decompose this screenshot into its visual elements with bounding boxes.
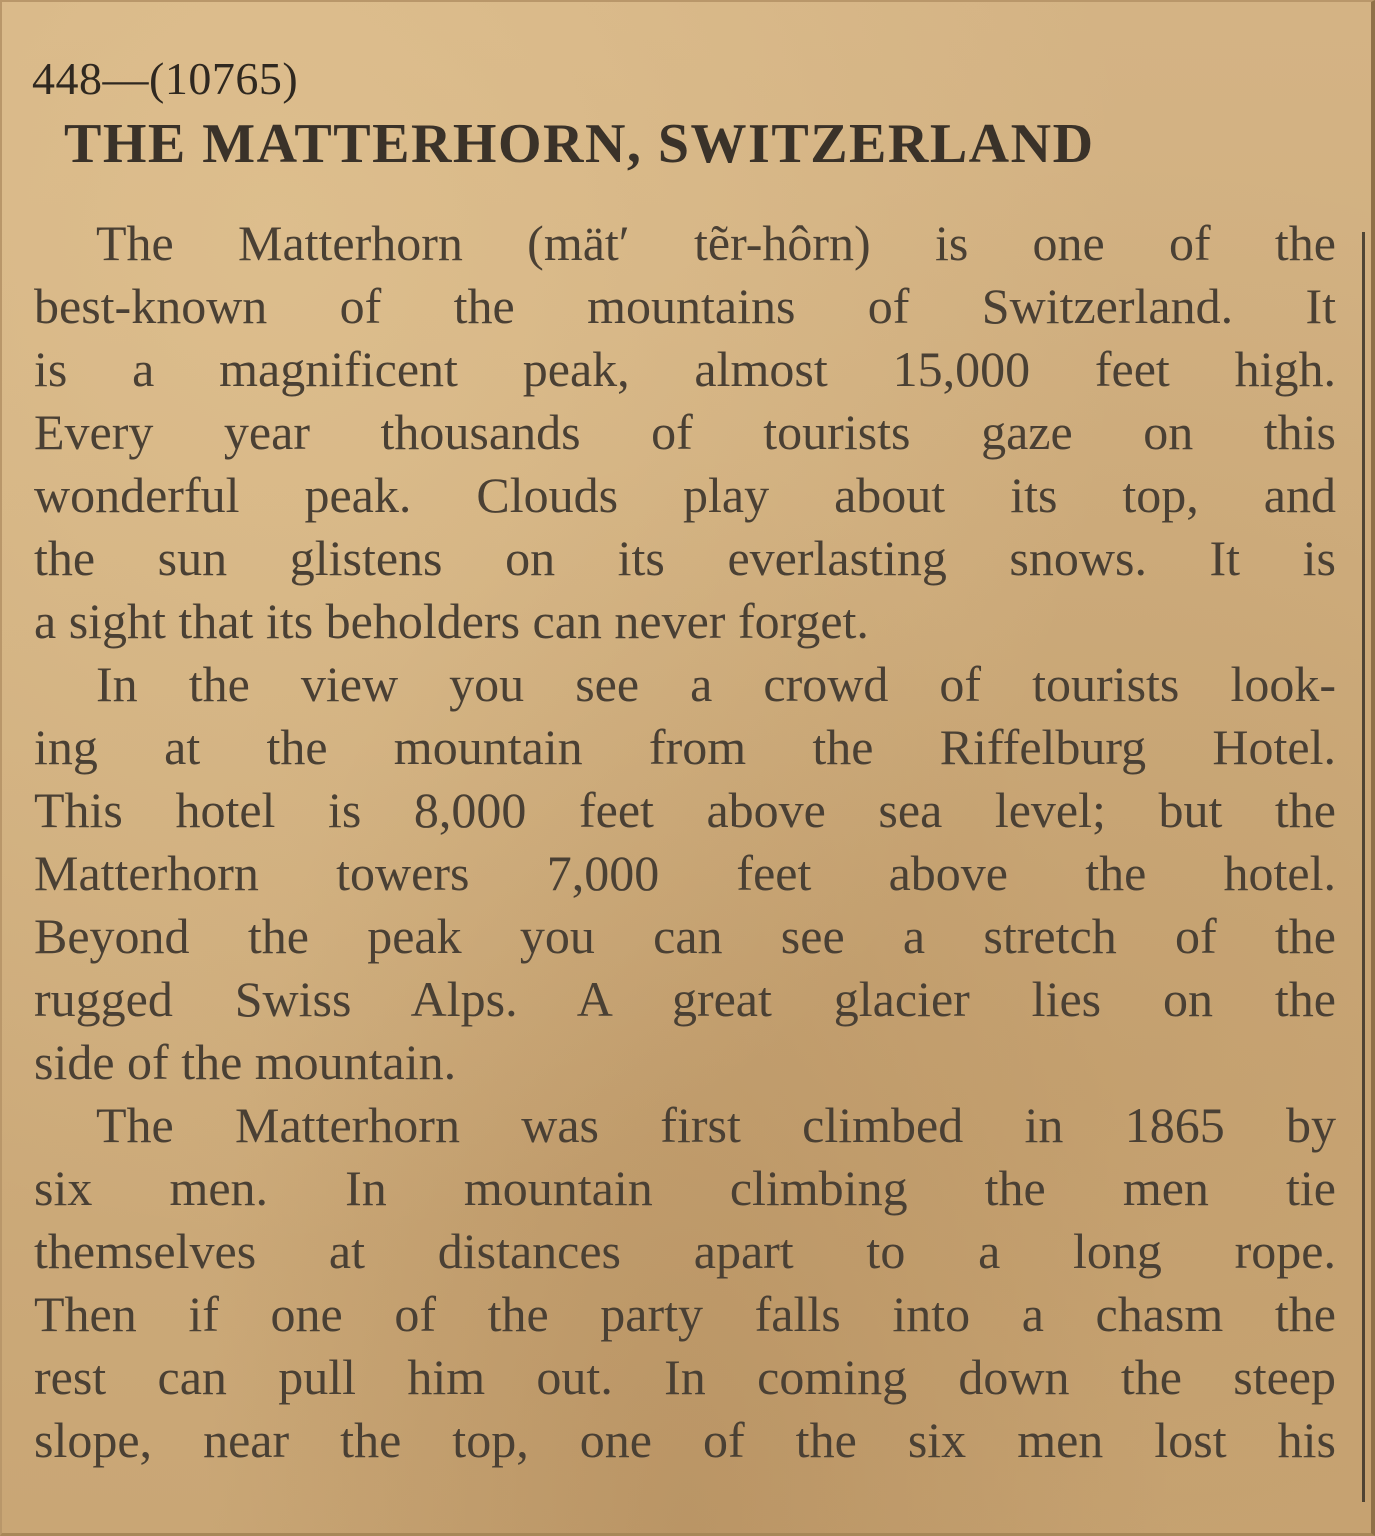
- text-line: rugged Swiss Alps. A great glacier lies on the: [34, 971, 1336, 1027]
- text-line: Every year thousands of tourists gaze on this: [34, 404, 1336, 460]
- text-line: best-known of the mountains of Switzerland. It: [34, 278, 1336, 334]
- text-line: Then if one of the party falls into a chasm the: [34, 1286, 1336, 1342]
- text-line: In the view you see a crowd of tourists look-: [96, 656, 1336, 712]
- text-line: six men. In mountain climbing the men tie: [34, 1160, 1336, 1216]
- text-line: slope, near the top, one of the six men lost his: [34, 1412, 1336, 1468]
- text-line: The Matterhorn (mät′ tẽr-hôrn) is one of the: [96, 215, 1336, 271]
- text-line: themselves at distances apart to a long rope.: [34, 1223, 1336, 1279]
- card-title: THE MATTERHORN, SWITZERLAND: [64, 113, 1095, 175]
- text-line: wonderful peak. Clouds play about its top, and: [34, 467, 1336, 523]
- text-line: the sun glistens on its everlasting snows. It is: [34, 530, 1336, 586]
- card-edge-rule: [1362, 232, 1365, 1502]
- text-line: a sight that its beholders can never forget.: [34, 593, 869, 649]
- card-number: 448—(10765): [32, 53, 299, 104]
- text-line: side of the mountain.: [34, 1034, 457, 1090]
- text-line: is a magnificent peak, almost 15,000 feet high.: [34, 341, 1336, 397]
- card-body-text: [34, 212, 1336, 1472]
- text-line: Beyond the peak you can see a stretch of the: [34, 908, 1336, 964]
- text-line: The Matterhorn was first climbed in 1865 by: [96, 1097, 1336, 1153]
- text-line: This hotel is 8,000 feet above sea level; but the: [34, 782, 1336, 838]
- text-line: Matterhorn towers 7,000 feet above the hotel.: [34, 845, 1336, 901]
- text-line: ing at the mountain from the Riffelburg Hotel.: [34, 719, 1336, 775]
- text-line: rest can pull him out. In coming down the steep: [34, 1349, 1336, 1405]
